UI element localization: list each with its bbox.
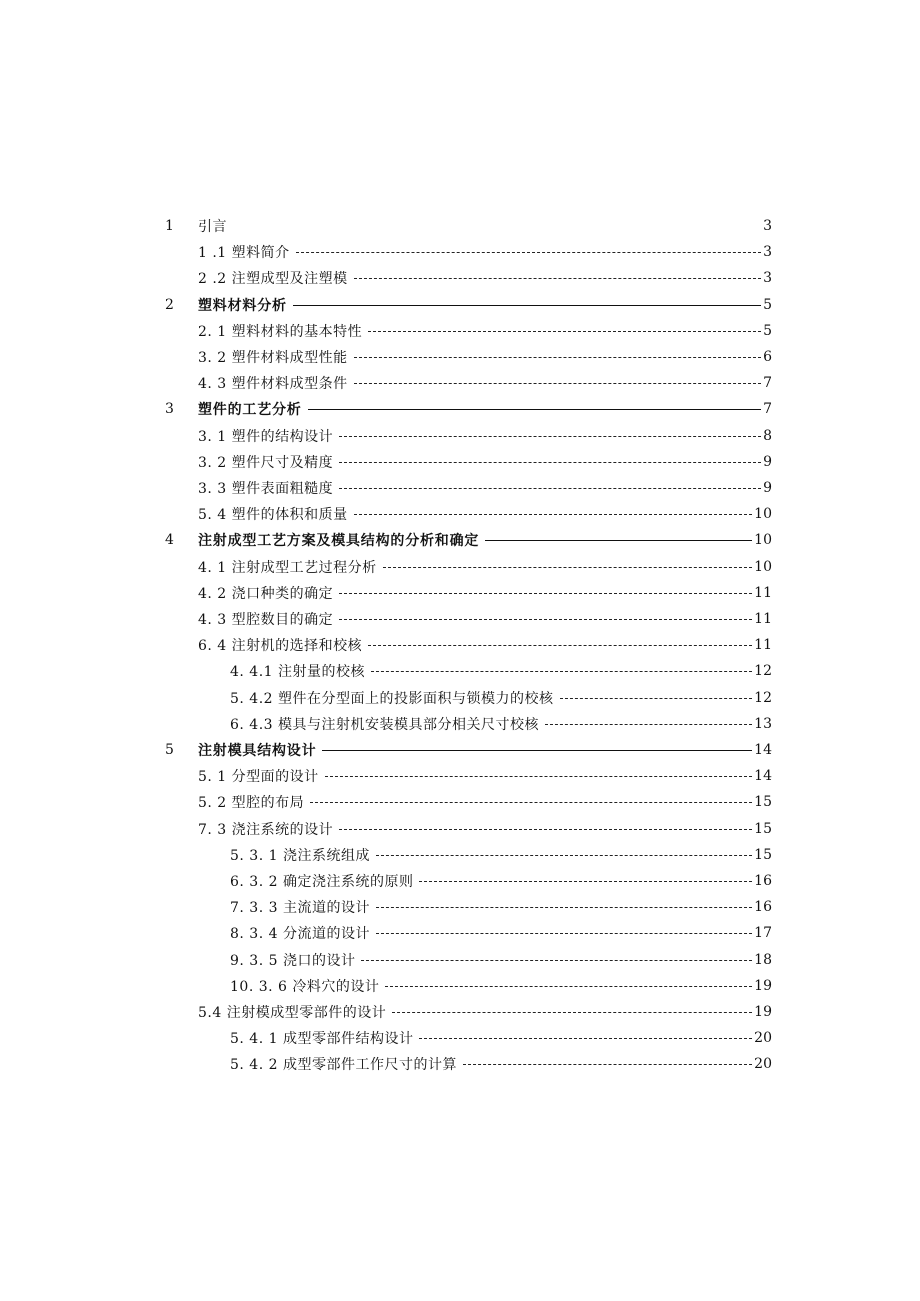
toc-page-number: 14 (754, 768, 772, 785)
toc-entry-title: 4. 4.1 注射量的校核 (230, 664, 366, 681)
toc-page-number: 9 (763, 453, 772, 470)
toc-entry-title: 5.4 注射模成型零部件的设计 (198, 1005, 387, 1021)
toc-leader-line (383, 566, 753, 568)
toc-page-number: 12 (754, 663, 772, 680)
toc-entry[interactable] (198, 425, 772, 447)
toc-leader-line (376, 932, 752, 934)
toc-entry[interactable] (198, 582, 772, 604)
toc-entry-title: 塑件的工艺分析 (198, 402, 302, 419)
toc-entry[interactable] (198, 608, 772, 630)
toc-leader-line (310, 801, 752, 803)
toc-entry-title: 6. 4.3 模具与注射机安装模具部分相关尺寸校核 (230, 716, 540, 733)
toc-leader-line (392, 1011, 752, 1013)
toc-entry[interactable] (198, 503, 772, 525)
toc-entry-title: 7. 3 浇注系统的设计 (198, 821, 334, 838)
toc-page-number: 14 (754, 742, 772, 758)
toc-page-number: 12 (754, 689, 772, 706)
toc-entry[interactable] (230, 687, 772, 709)
toc-leader-line (293, 304, 761, 306)
toc-leader-line (368, 330, 761, 332)
toc-page-number: 3 (763, 218, 772, 234)
toc-entry[interactable] (165, 739, 772, 761)
toc-page-number: 15 (754, 846, 772, 863)
toc-page-number: 19 (754, 1004, 772, 1020)
toc-entry-title: 2. 1 塑料材料的基本特性 (198, 323, 363, 340)
toc-leader-line (339, 828, 752, 830)
toc-page-number: 7 (763, 401, 772, 418)
toc-page-number: 17 (754, 925, 772, 942)
toc-entry[interactable] (230, 1027, 772, 1049)
toc-entry[interactable] (230, 713, 772, 735)
toc-leader-line (339, 618, 752, 620)
toc-entry-title: 7. 3. 3 主流道的设计 (230, 900, 370, 917)
toc-page-number: 7 (763, 375, 772, 392)
toc-entry-title: 注射成型工艺方案及模具结构的分析和确定 (198, 533, 480, 550)
toc-entry[interactable] (198, 1001, 772, 1023)
toc-entry-title: 4. 3 塑件材料成型条件 (198, 376, 348, 393)
toc-leader-line (325, 775, 753, 777)
toc-page-number: 19 (754, 977, 772, 994)
toc-entry-title: 4. 3 型腔数目的确定 (198, 612, 334, 628)
toc-leader-line (308, 408, 761, 410)
toc-entry[interactable] (198, 451, 772, 473)
toc-entry[interactable] (165, 215, 772, 237)
toc-entry-title: 1 .1 塑料简介 (198, 245, 290, 262)
toc-chapter-number: 2 (165, 296, 174, 313)
toc-page-number: 10 (754, 532, 772, 549)
toc-entry-title: 4. 2 浇口种类的确定 (198, 585, 334, 602)
toc-page-number: 8 (763, 427, 772, 444)
toc-page-number: 11 (754, 637, 772, 654)
toc-entry[interactable] (198, 372, 772, 394)
toc-entry[interactable] (198, 320, 772, 342)
toc-entry-title: 引言 (198, 219, 227, 235)
toc-entry-title: 5. 4.2 塑件在分型面上的投影面积与锁模力的校核 (230, 690, 554, 707)
toc-page-number: 11 (754, 611, 772, 627)
toc-chapter-number: 5 (165, 742, 174, 758)
toc-entry-title: 5. 1 分型面的设计 (198, 769, 319, 786)
toc-entry[interactable] (198, 346, 772, 368)
toc-entry-title: 5. 3. 1 浇注系统组成 (230, 847, 370, 864)
toc-entry[interactable] (198, 241, 772, 263)
toc-entry-title: 注射模具结构设计 (198, 743, 317, 759)
toc-entry-title: 3. 3 塑件表面粗糙度 (198, 481, 334, 497)
toc-page-number: 16 (754, 899, 772, 916)
toc-leader-line (368, 644, 752, 646)
toc-leader-line (354, 382, 761, 384)
toc-page-number: 9 (763, 480, 772, 496)
toc-entry-title: 6. 3. 2 确定浇注系统的原则 (230, 874, 414, 890)
toc-entry-title: 8. 3. 4 分流道的设计 (230, 926, 370, 943)
toc-entry[interactable] (230, 1053, 772, 1075)
toc-entry-title: 10. 3. 6 冷料穴的设计 (230, 978, 380, 995)
toc-chapter-number: 4 (165, 532, 174, 549)
toc-page-number: 20 (754, 1030, 772, 1047)
toc-entry[interactable] (198, 791, 772, 813)
toc-entry-title: 3. 2 塑件尺寸及精度 (198, 454, 334, 471)
toc-leader-line (419, 880, 752, 882)
toc-entry-title: 5. 4. 2 成型零部件工作尺寸的计算 (230, 1057, 457, 1074)
toc-page-number: 5 (763, 322, 772, 339)
toc-leader-line (354, 277, 761, 279)
toc-entry[interactable] (165, 529, 772, 551)
toc-page-number: 5 (763, 296, 772, 313)
toc-leader-line (485, 539, 752, 541)
toc-chapter-number: 1 (165, 218, 174, 234)
toc-leader-line (339, 487, 761, 489)
toc-leader-line (339, 592, 752, 594)
toc-leader-line (339, 461, 761, 463)
toc-page-number: 18 (754, 951, 772, 968)
toc-leader-line (296, 251, 761, 253)
toc-entry-title: 5. 4. 1 成型零部件结构设计 (230, 1031, 414, 1048)
toc-entry[interactable] (198, 477, 772, 499)
toc-entry[interactable] (230, 922, 772, 944)
toc-leader-line (419, 1037, 752, 1039)
toc-leader-line (354, 356, 761, 358)
toc-entry-title: 2 .2 注塑成型及注塑模 (198, 271, 348, 288)
toc-entry-title: 3. 2 塑件材料成型性能 (198, 350, 348, 366)
toc-page-number: 11 (754, 584, 772, 601)
toc-leader-line (339, 435, 761, 437)
toc-entry-title: 5. 4 塑件的体积和质量 (198, 507, 348, 524)
toc-page-number: 6 (763, 349, 772, 365)
toc-entry[interactable] (230, 896, 772, 918)
toc-leader-line (376, 854, 752, 856)
toc-leader-line (463, 1063, 752, 1065)
toc-leader-line (385, 985, 752, 987)
toc-leader-line (545, 723, 752, 725)
toc-entry[interactable] (230, 975, 772, 997)
toc-entry-title: 4. 1 注射成型工艺过程分析 (198, 559, 377, 576)
toc-leader-line (233, 226, 761, 227)
toc-entry[interactable] (198, 765, 772, 787)
toc-leader-line (376, 906, 752, 908)
toc-page-number: 15 (754, 794, 772, 811)
toc-entry-title: 9. 3. 5 浇口的设计 (230, 952, 356, 969)
toc-entry[interactable] (198, 267, 772, 289)
toc-leader-line (361, 959, 752, 961)
toc-entry-title: 塑料材料分析 (198, 297, 287, 314)
toc-entry-title: 5. 2 型腔的布局 (198, 795, 305, 812)
toc-leader-line (322, 749, 752, 751)
toc-entry[interactable] (230, 870, 772, 892)
toc-entry[interactable] (198, 634, 772, 656)
toc-page-number: 10 (754, 558, 772, 575)
toc-entry[interactable] (198, 818, 772, 840)
toc-entry[interactable] (165, 398, 772, 420)
toc-chapter-number: 3 (165, 401, 174, 418)
toc-entry[interactable] (198, 556, 772, 578)
toc-page-number: 13 (754, 715, 772, 732)
toc-page-number: 16 (754, 873, 772, 889)
toc-page-number: 10 (754, 506, 772, 523)
toc-leader-line (371, 670, 752, 672)
toc-leader-line (354, 513, 753, 515)
toc-entry[interactable] (230, 660, 772, 682)
toc-entry-title: 6. 4 注射机的选择和校核 (198, 638, 363, 655)
toc-entry[interactable] (230, 949, 772, 971)
toc-page-number: 20 (754, 1056, 772, 1073)
toc-entry[interactable] (165, 294, 772, 316)
toc-leader-line (560, 697, 753, 699)
toc-page-number: 3 (763, 244, 772, 261)
toc-entry[interactable] (230, 844, 772, 866)
toc-entry-title: 3. 1 塑件的结构设计 (198, 428, 334, 445)
toc-page-number: 3 (763, 270, 772, 287)
toc-page-number: 15 (754, 820, 772, 837)
